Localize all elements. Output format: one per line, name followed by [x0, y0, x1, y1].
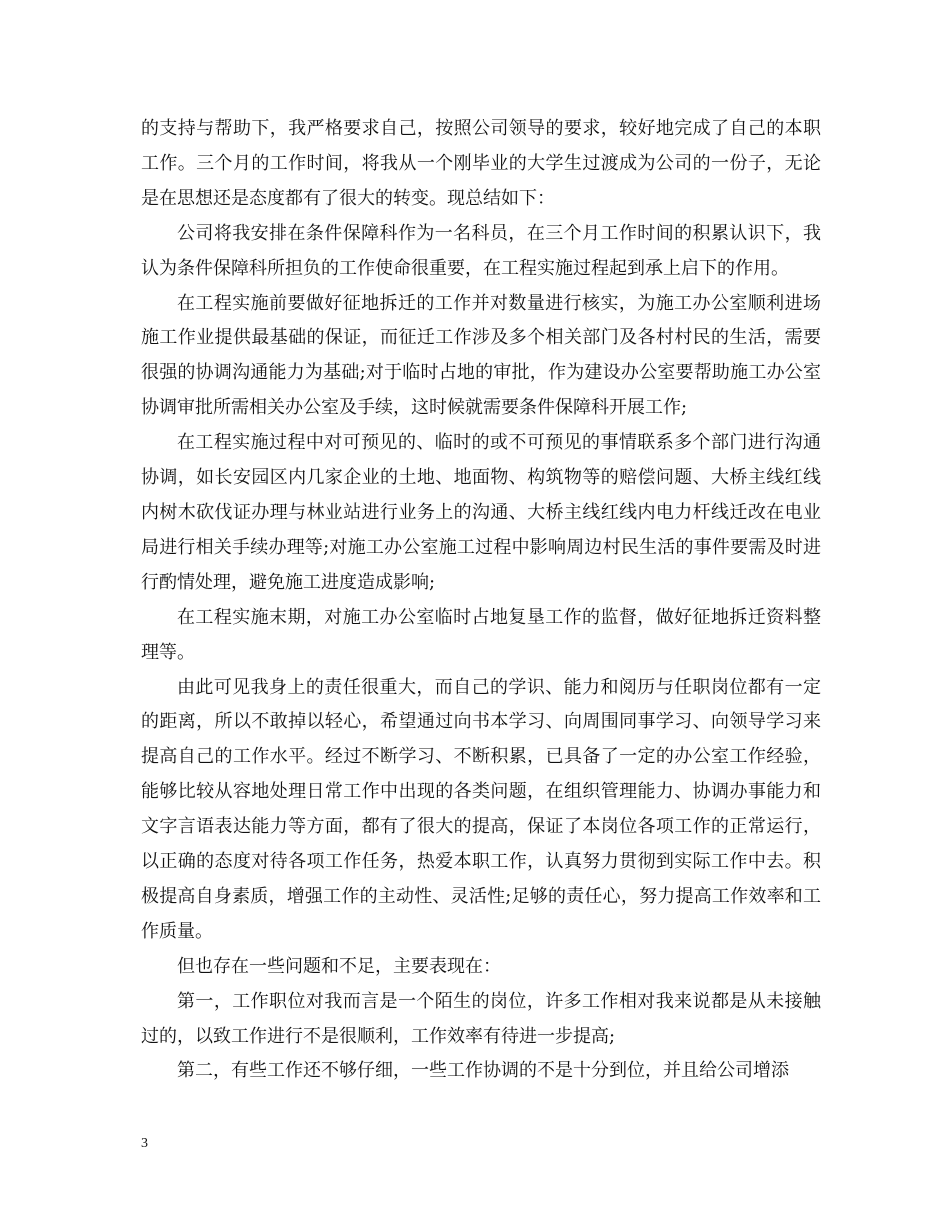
paragraph-8: 第一，工作职位对我而言是一个陌生的岗位，许多工作相对我来说都是从未接触过的，以致工作进行不是很顺利，工作效率有待进一步提高;	[141, 990, 821, 1047]
page-number: 3	[141, 1136, 148, 1151]
paragraph-4: 在工程实施过程中对可预见的、临时的或不可预见的事情联系多个部门进行沟通协调，如长安园区内几家企业的土地、地面物、构筑物等的赔偿问题、大桥主线红线内树木砍伐证办理与林业站进行业务上的沟通、大桥主线红线内电力杆线迁改在电业局进行相关手续办理等;对施工办公室施工过程中影响周边村民生活的事件要需及时进行酌情处理，避免施工进度造成影响;	[141, 432, 821, 593]
paragraph-5: 在工程实施末期，对施工办公室临时占地复垦工作的监督，做好征地拆迁资料整理等。	[141, 606, 821, 663]
document-body	[141, 112, 821, 1089]
paragraph-6: 由此可见我身上的责任很重大，而自己的学识、能力和阅历与任职岗位都有一定的距离，所以不敢掉以轻心，希望通过向书本学习、向周围同事学习、向领导学习来提高自己的工作水平。经过不断学习、不断积累，已具备了一定的办公室工作经验，能够比较从容地处理日常工作中出现的各类问题，在组织管理能力、协调办事能力和文字言语表达能力等方面，都有了很大的提高，保证了本岗位各项工作的正常运行，以正确的态度对待各项工作任务，热爱本职工作，认真努力贯彻到实际工作中去。积极提高自身素质，增强工作的主动性、灵活性;足够的责任心，努力提高工作效率和工作质量。	[141, 676, 821, 942]
paragraph-3: 在工程实施前要做好征地拆迁的工作并对数量进行核实，为施工办公室顺利进场施工作业提供最基础的保证，而征迁工作涉及多个相关部门及各村村民的生活，需要很强的协调沟通能力为基础;对于临时占地的审批，作为建设办公室要帮助施工办公室协调审批所需相关办公室及手续，这时候就需要条件保障科开展工作;	[141, 292, 821, 419]
paragraph-1: 的支持与帮助下，我严格要求自己，按照公司领导的要求，较好地完成了自己的本职工作。三个月的工作时间，将我从一个刚毕业的大学生过渡成为公司的一份子，无论是在思想还是态度都有了很大的转变。现总结如下：	[141, 118, 821, 209]
paragraph-2: 公司将我安排在条件保障科作为一名科员，在三个月工作时间的积累认识下，我认为条件保障科所担负的工作使命很重要，在工程实施过程起到承上启下的作用。	[141, 222, 821, 279]
paragraph-9: 第二，有些工作还不够仔细，一些工作协调的不是十分到位，并且给公司增添	[177, 1060, 789, 1082]
paragraph-7: 但也存在一些问题和不足，主要表现在：	[177, 955, 501, 977]
